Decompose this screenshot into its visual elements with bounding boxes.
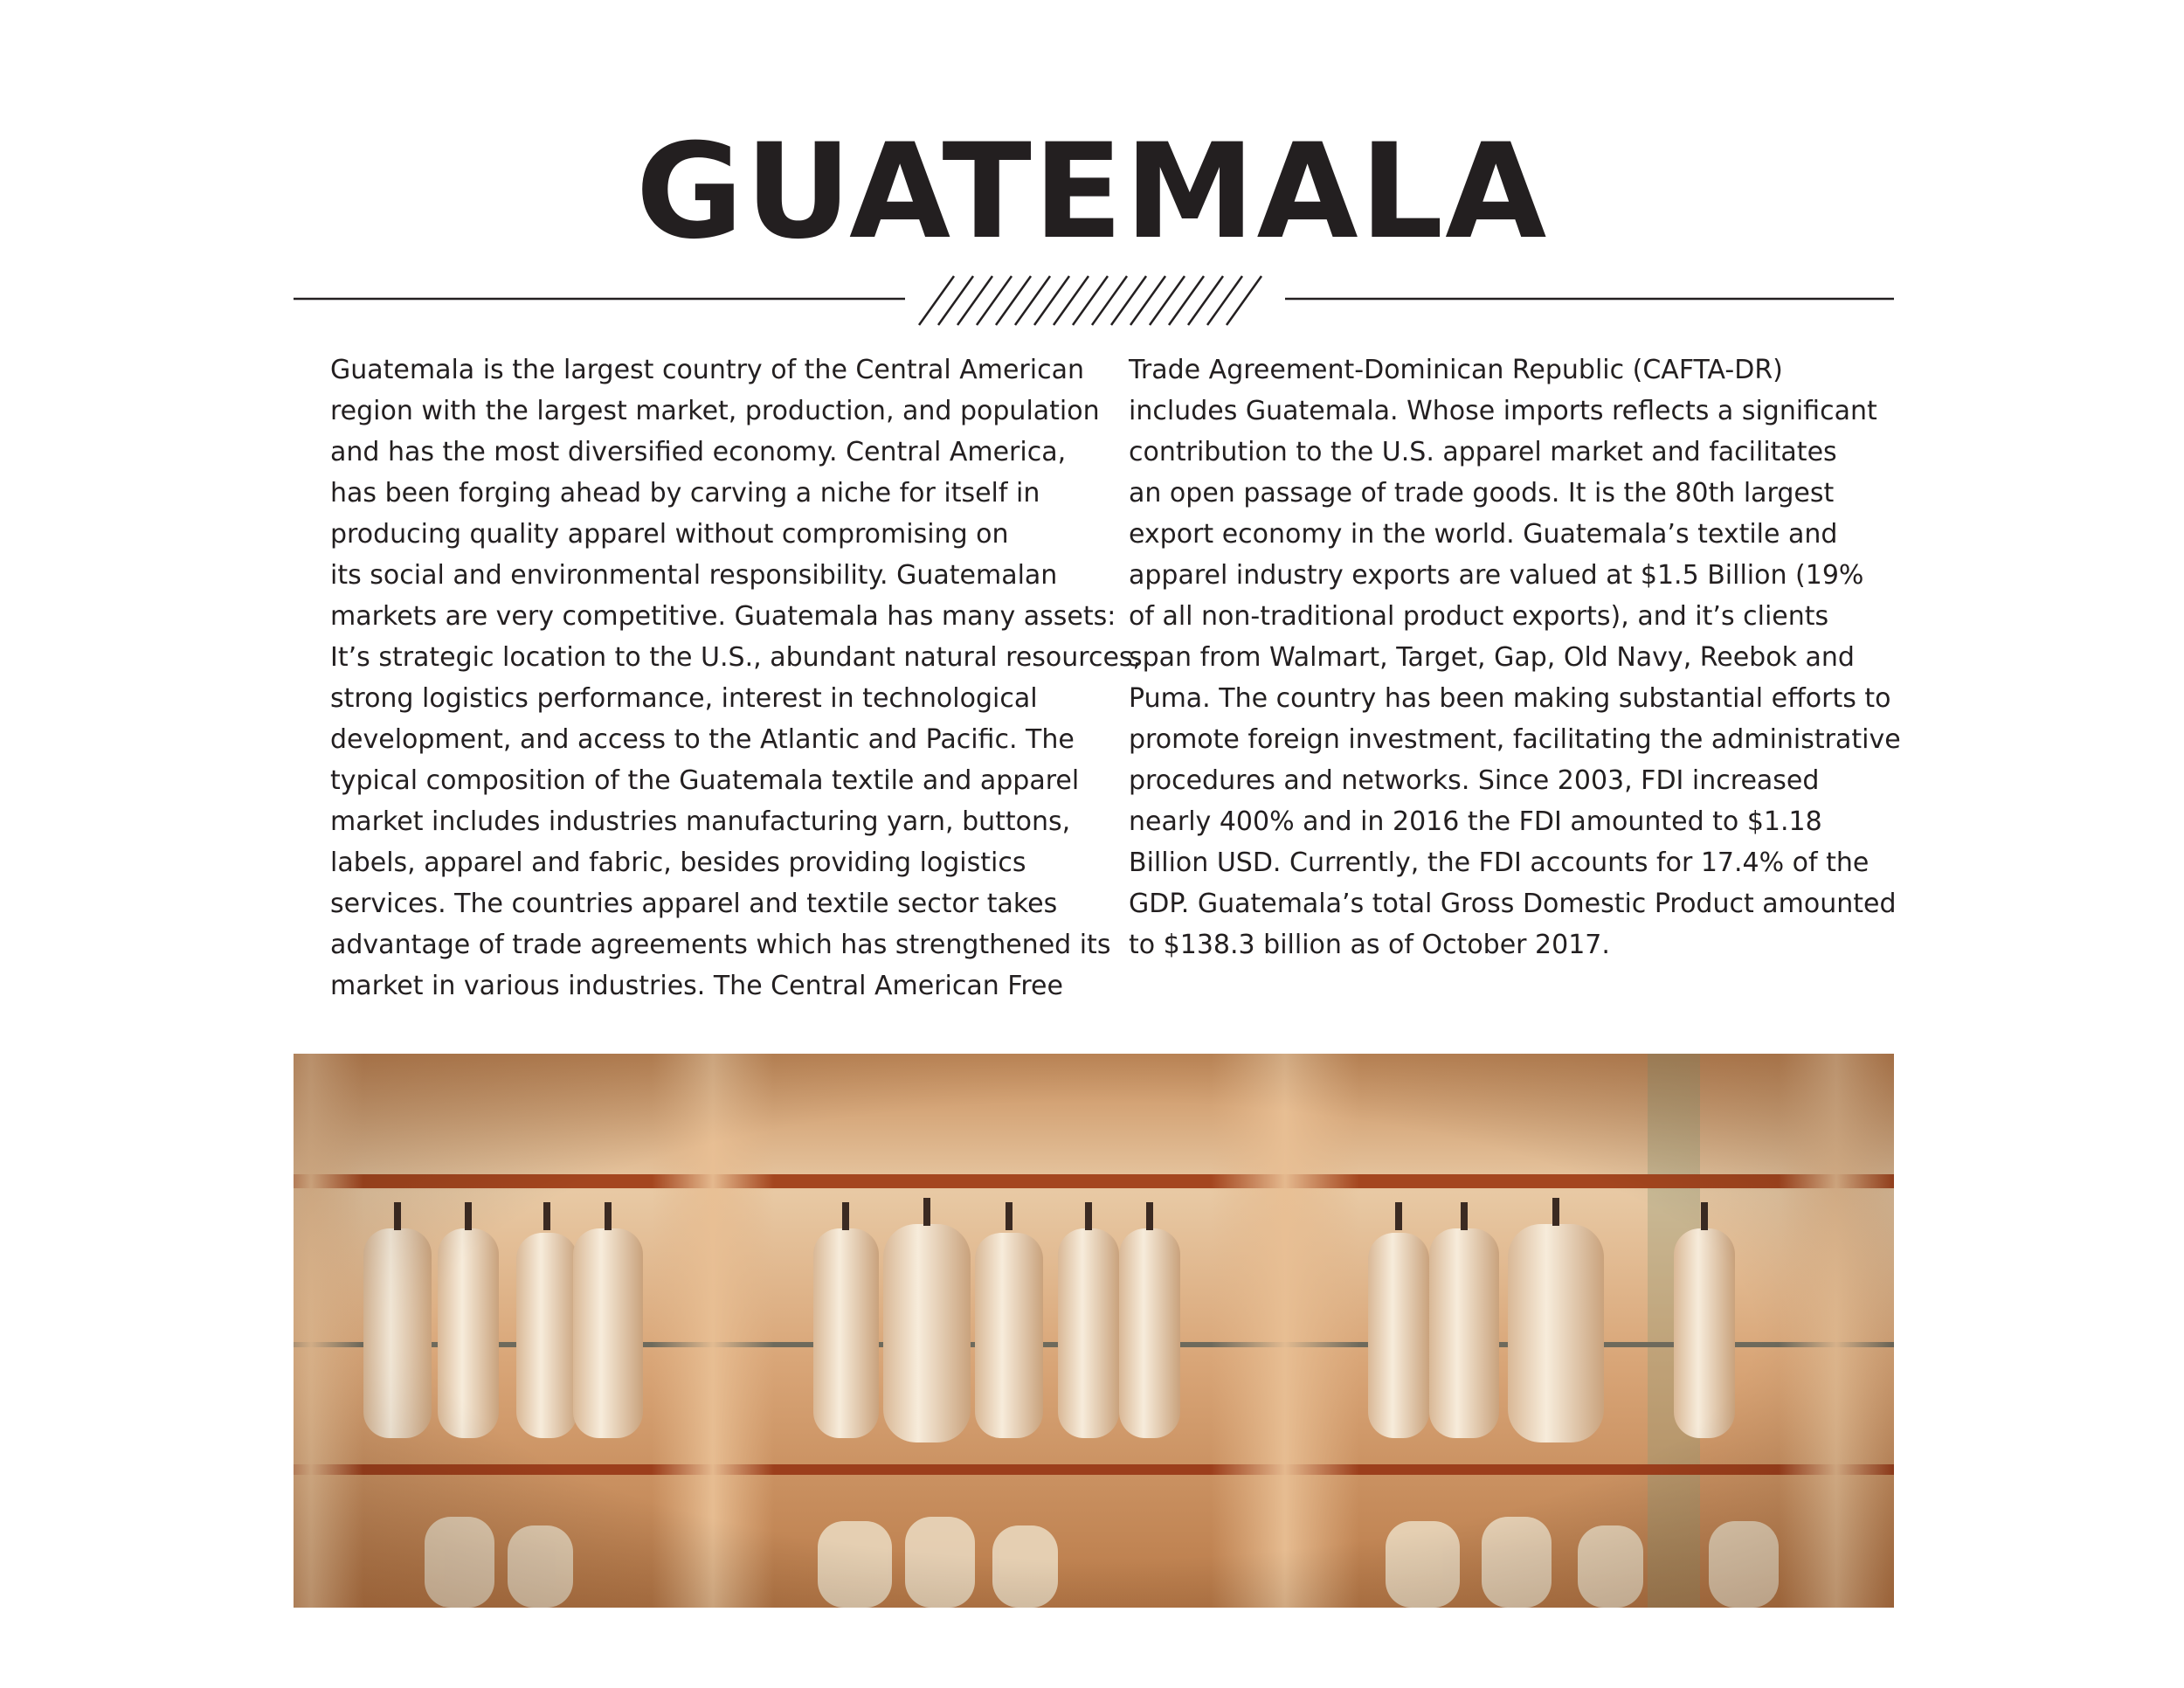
body-line: GDP. Guatemala’s total Gross Domestic Product amounted bbox=[1129, 889, 1897, 919]
body-line: export economy in the world. Guatemala’s textile and bbox=[1129, 519, 1838, 550]
body-line: market in various industries. The Central American Free bbox=[330, 971, 1063, 1001]
body-line: has been forging ahead by carving a niche for itself in bbox=[330, 478, 1040, 508]
body-line: Guatemala is the largest country of the Central American bbox=[330, 355, 1084, 385]
body-line: to $138.3 billion as of October 2017. bbox=[1129, 930, 1610, 960]
body-line: advantage of trade agreements which has strengthened its bbox=[330, 930, 1111, 960]
body-line: region with the largest market, production, and population bbox=[330, 396, 1100, 426]
body-line: includes Guatemala. Whose imports reflects a significant bbox=[1129, 396, 1877, 426]
yarn-spools-illustration bbox=[294, 1054, 1894, 1608]
body-line: span from Walmart, Target, Gap, Old Navy, Reebok and bbox=[1129, 642, 1855, 673]
divider-hatch bbox=[919, 276, 1261, 325]
yarn-spools-photo bbox=[294, 1054, 1894, 1608]
page-title: GUATEMALA bbox=[635, 116, 1549, 268]
body-column-left bbox=[330, 349, 1142, 1007]
body-line: nearly 400% and in 2016 the FDI amounted to $1.18 bbox=[1129, 806, 1822, 837]
body-line: its social and environmental responsibility. Guatemalan bbox=[330, 560, 1058, 591]
body-line: apparel industry exports are valued at $1.5 Billion (19% bbox=[1129, 560, 1864, 591]
body-line: an open passage of trade goods. It is the 80th largest bbox=[1129, 478, 1835, 508]
body-line: services. The countries apparel and textile sector takes bbox=[330, 889, 1058, 919]
body-line: It’s strategic location to the U.S., abundant natural resources, bbox=[330, 642, 1142, 673]
body-line: market includes industries manufacturing yarn, buttons, bbox=[330, 806, 1071, 837]
body-line: labels, apparel and fabric, besides providing logistics bbox=[330, 847, 1026, 878]
body-line: markets are very competitive. Guatemala has many assets: bbox=[330, 601, 1116, 632]
body-line: Billion USD. Currently, the FDI accounts for 17.4% of the bbox=[1129, 847, 1870, 878]
body-column-right bbox=[1129, 349, 1901, 965]
title-divider bbox=[294, 253, 1894, 341]
body-line: producing quality apparel without compromising on bbox=[330, 519, 1009, 550]
body-line: and has the most diversified economy. Central America, bbox=[330, 437, 1067, 467]
body-line: contribution to the U.S. apparel market and facilitates bbox=[1129, 437, 1837, 467]
body-line: typical composition of the Guatemala textile and apparel bbox=[330, 765, 1080, 796]
body-line: strong logistics performance, interest in technological bbox=[330, 683, 1038, 714]
body-line: of all non-traditional product exports), and it’s clients bbox=[1129, 601, 1829, 632]
body-line: development, and access to the Atlantic and Pacific. The bbox=[330, 724, 1075, 755]
body-line: Puma. The country has been making substantial efforts to bbox=[1129, 683, 1891, 714]
body-line: procedures and networks. Since 2003, FDI increased bbox=[1129, 765, 1820, 796]
body-line: Trade Agreement-Dominican Republic (CAFTA-DR) bbox=[1129, 355, 1783, 385]
body-line: promote foreign investment, facilitating the administrative bbox=[1129, 724, 1901, 755]
